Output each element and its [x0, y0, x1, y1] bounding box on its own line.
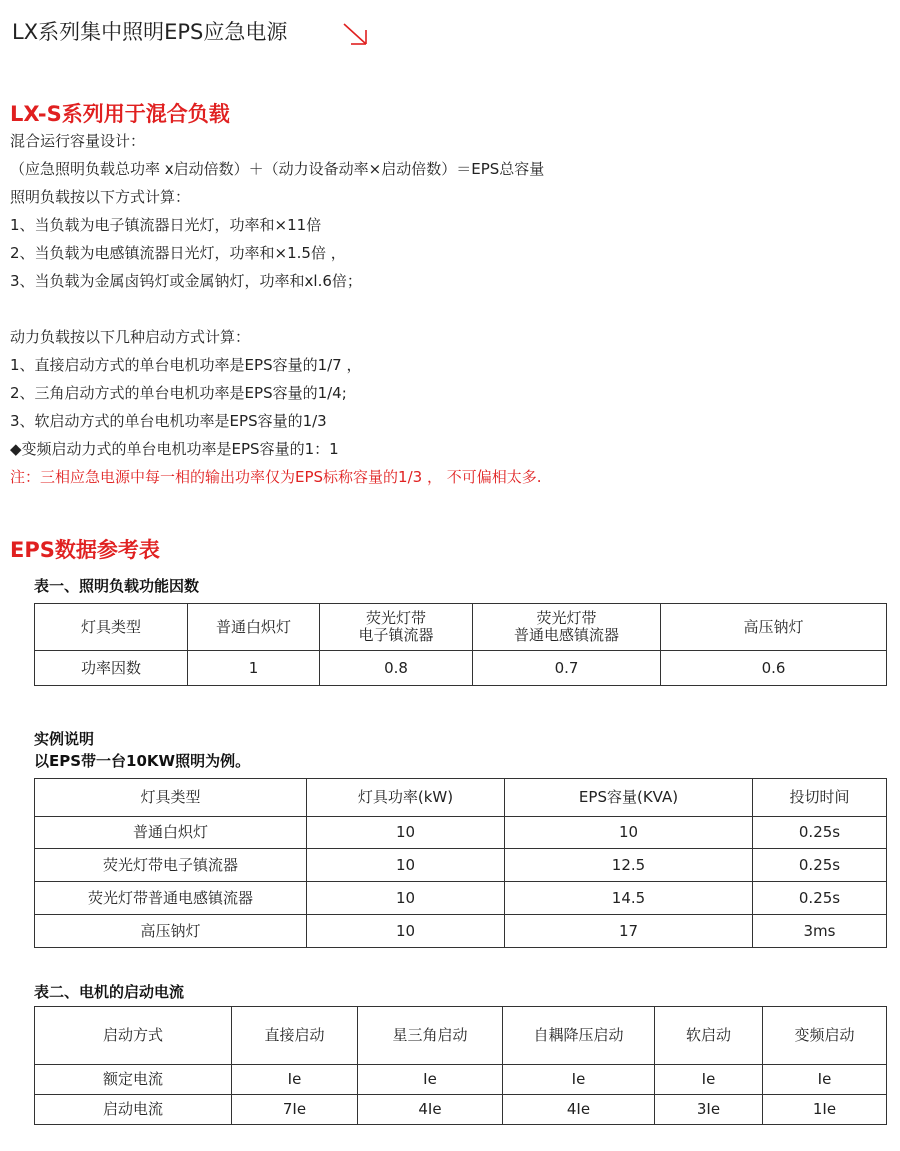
table2-caption: 表二、电机的启动电流	[34, 983, 185, 1001]
text-line: （应急照明负载总功率 x启动倍数）＋（动力设备动率×启动倍数）＝EPS总容量	[10, 160, 545, 178]
table-cell: Ie	[503, 1065, 655, 1095]
table-header: EPS容量(KVA)	[505, 779, 753, 817]
section-title-mixed-load: LX-S系列用于混合负载	[10, 102, 230, 126]
table-cell: 启动方式	[35, 1007, 232, 1065]
table-row	[35, 817, 887, 849]
table-cell: 10	[307, 849, 505, 882]
table-cell: 高压钠灯	[35, 915, 307, 948]
table-cell: 17	[505, 915, 753, 948]
table-cell: 1	[188, 651, 320, 686]
table-cell: 软启动	[655, 1007, 763, 1065]
table-cell: Ie	[655, 1065, 763, 1095]
table-cell: 14.5	[505, 882, 753, 915]
lighting-power-factor-table	[34, 603, 887, 686]
table-cell: 灯具类型	[35, 604, 188, 651]
table-cell: 4Ie	[503, 1095, 655, 1125]
table-cell: 0.25s	[753, 849, 887, 882]
text-line: 2、当负载为电感镇流器日光灯，功率和×1.5倍 ，	[10, 244, 346, 262]
table-cell: 4Ie	[358, 1095, 503, 1125]
table-cell: 10	[307, 915, 505, 948]
table-cell: 荧光灯带电子镇流器	[35, 849, 307, 882]
text-line: 3、软启动方式的单台电机功率是EPS容量的1/3	[10, 412, 327, 430]
table-cell: 荧光灯带普通电感镇流器	[35, 882, 307, 915]
table-cell: 7Ie	[232, 1095, 358, 1125]
table-row	[35, 1065, 887, 1095]
table-cell: 普通白炽灯	[188, 604, 320, 651]
table-cell: 变频启动	[763, 1007, 887, 1065]
table-cell: 直接启动	[232, 1007, 358, 1065]
table-cell: 荧光灯带 普通电感镇流器	[473, 604, 661, 651]
table-cell: 3Ie	[655, 1095, 763, 1125]
table-cell: 0.8	[320, 651, 473, 686]
table-cell: 0.7	[473, 651, 661, 686]
table-cell: Ie	[763, 1065, 887, 1095]
table-cell: 星三角启动	[358, 1007, 503, 1065]
warning-note: 注：三相应急电源中每一相的输出功率仅为EPS标称容量的1/3 ， 不可偏相太多.	[10, 468, 542, 486]
motor-starting-current-table	[34, 1006, 887, 1125]
table-cell: Ie	[358, 1065, 503, 1095]
table-cell: 0.6	[661, 651, 887, 686]
table-header: 投切时间	[753, 779, 887, 817]
table-row	[35, 604, 887, 651]
table-cell: 0.25s	[753, 882, 887, 915]
table-row	[35, 1007, 887, 1065]
page-title: LX系列集中照明EPS应急电源	[12, 20, 288, 44]
table1-caption: 表一、照明负载功能因数	[34, 577, 200, 595]
table-cell: 高压钠灯	[661, 604, 887, 651]
text-line: ◆变频启动力式的单台电机功率是EPS容量的1：1	[10, 440, 339, 458]
table-cell: 荧光灯带 电子镇流器	[320, 604, 473, 651]
table-cell: 12.5	[505, 849, 753, 882]
table-row	[35, 882, 887, 915]
table-header: 灯具功率(kW)	[307, 779, 505, 817]
example-caption: 实例说明	[34, 730, 95, 748]
table-header-row	[35, 779, 887, 817]
table-cell: 3ms	[753, 915, 887, 948]
table-cell: 10	[307, 882, 505, 915]
table-header: 灯具类型	[35, 779, 307, 817]
arrow-down-right-icon	[338, 20, 374, 50]
table-cell: 普通白炽灯	[35, 817, 307, 849]
table-row	[35, 849, 887, 882]
table-row	[35, 1095, 887, 1125]
table-cell: 启动电流	[35, 1095, 232, 1125]
example-subcaption: 以EPS带一台10KW照明为例。	[34, 752, 251, 770]
eps-example-table	[34, 778, 887, 948]
text-line: 2、三角启动方式的单台电机功率是EPS容量的1/4;	[10, 384, 347, 402]
section-title-eps-data: EPS数据参考表	[10, 538, 160, 562]
text-line: 混合运行容量设计：	[10, 132, 146, 150]
table-cell: 10	[307, 817, 505, 849]
text-line: 动力负载按以下几种启动方式计算：	[10, 328, 251, 346]
table-cell: 0.25s	[753, 817, 887, 849]
table-cell: 额定电流	[35, 1065, 232, 1095]
table-cell: Ie	[232, 1065, 358, 1095]
table-row	[35, 651, 887, 686]
text-line: 1、直接启动方式的单台电机功率是EPS容量的1/7 ，	[10, 356, 362, 374]
table-cell: 自耦降压启动	[503, 1007, 655, 1065]
text-line: 1、当负载为电子镇流器日光灯，功率和×11倍	[10, 216, 322, 234]
table-cell: 1Ie	[763, 1095, 887, 1125]
table-cell: 功率因数	[35, 651, 188, 686]
table-row	[35, 915, 887, 948]
text-line: 3、当负载为金属卤钨灯或金属钠灯，功率和xl.6倍；	[10, 272, 362, 290]
text-line: 照明负载按以下方式计算：	[10, 188, 191, 206]
table-cell: 10	[505, 817, 753, 849]
